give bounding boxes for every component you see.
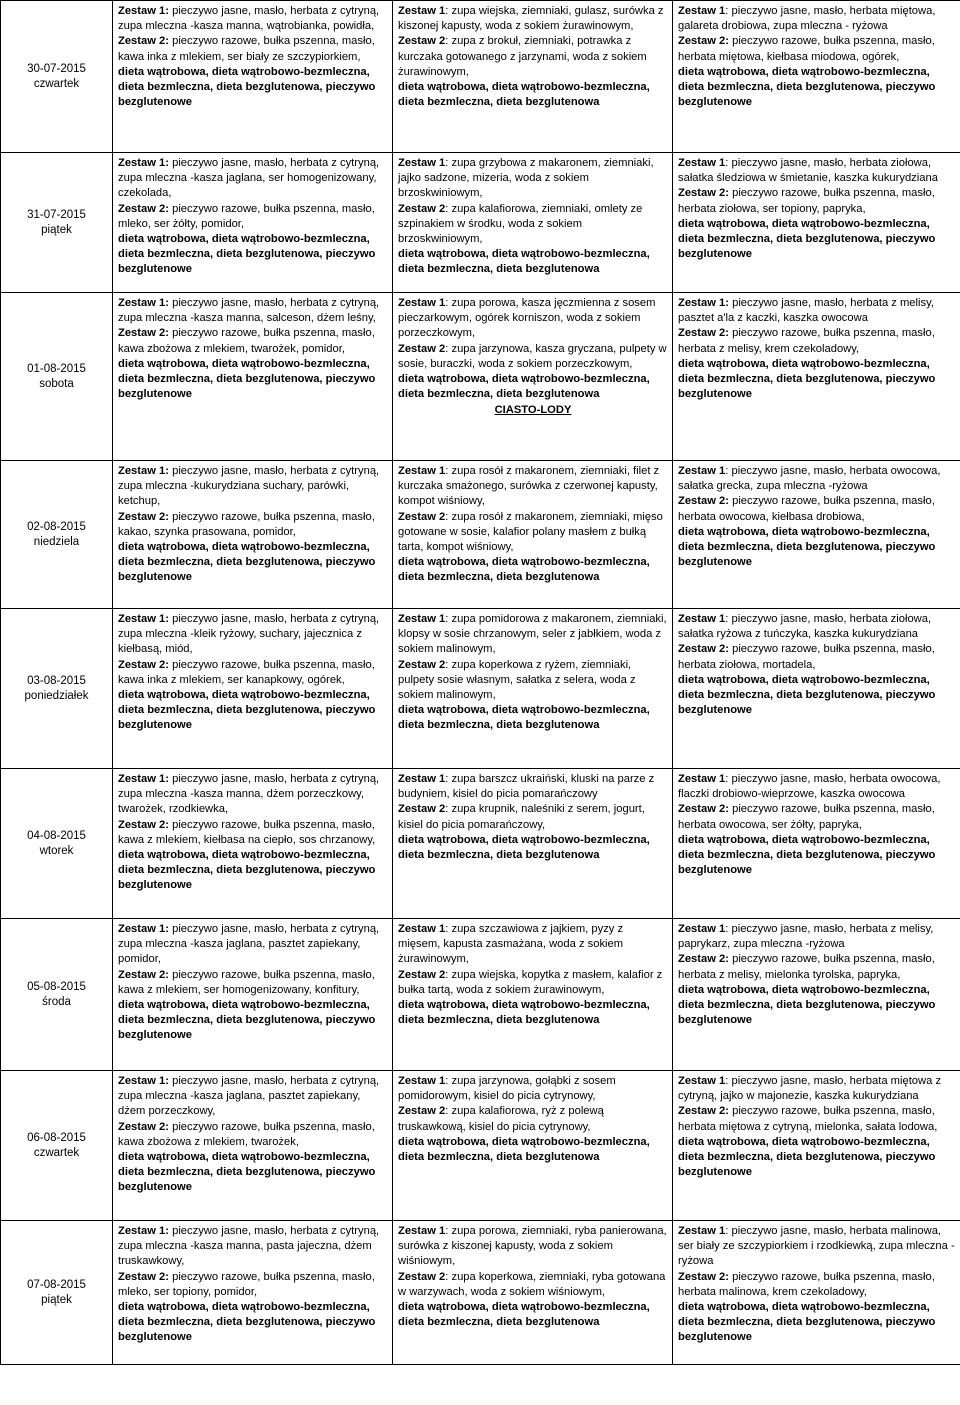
set-2-text: pieczywo razowe, bułka pszenna, masło, kakao, szynka prasowana, pomidor, <box>118 510 375 538</box>
lunch-cell <box>393 919 673 1071</box>
set-2-text: pieczywo razowe, bułka pszenna, masło, kawa z mlekiem, ser homogenizowany, konfitury, <box>118 968 375 996</box>
set-1-text: : pieczywo jasne, masło, herbata ziołowa, sałatka ryżowa z tuńczyka, kaszka kukurydziana <box>678 613 932 641</box>
set-2-text: pieczywo razowe, bułka pszenna, masło, kawa zbożowa z mlekiem, twarożek, pomidor, <box>118 327 375 355</box>
diet-text: dieta wątrobowa, dieta wątrobowo-bezmleczna, dieta bezmleczna, dieta bezglutenowa <box>398 833 650 862</box>
breakfast-cell <box>113 769 393 919</box>
set-1-text: : zupa porowa, kasza jęczmienna z sosem pieczarkowym, ogórek korniszon, woda z sokiem porzeczkowym, <box>398 297 656 340</box>
set-1-label: Zestaw 1 <box>398 923 446 935</box>
breakfast-cell <box>113 1221 393 1365</box>
set-1-label: Zestaw 1: <box>118 613 169 625</box>
lunch-cell <box>393 153 673 293</box>
set-1-text: : zupa szczawiowa z jajkiem, pyzy z mięsem, kapusta zasmażana, woda z sokiem żurawinowym, <box>398 923 624 966</box>
set-1-label: Zestaw 1 <box>678 157 726 169</box>
diet-text: dieta wątrobowa, dieta wątrobowo-bezmleczna, dieta bezmleczna, dieta bezglutenowa, pieczywo bezglutenowe <box>678 833 936 877</box>
set-1-label: Zestaw 1 <box>398 1075 446 1087</box>
set-1-label: Zestaw 1 <box>398 157 446 169</box>
set-2-text: pieczywo razowe, bułka pszenna, masło, mleko, ser topiony, pomidor, <box>118 1270 375 1298</box>
dinner-cell <box>673 293 960 461</box>
set-2-text: : zupa koperkowa, ziemniaki, ryba gotowana w warzywach, woda z sokiem wiśniowym, <box>398 1270 666 1298</box>
lunch-cell <box>393 293 673 461</box>
set-2-label: Zestaw 2: <box>678 495 729 508</box>
set-1-text: : pieczywo jasne, masło, herbata miętowa z cytryną, jajko w majonezie, kaszka kukurydziana <box>678 1075 942 1103</box>
date-text: 02-08-2015 <box>27 520 86 533</box>
date-text: 30-07-2015 <box>27 62 86 75</box>
set-2-text: : zupa wiejska, kopytka z masłem, kalafior z bułka tartą, woda z sokiem żurawinowym, <box>398 968 663 996</box>
diet-text: dieta wątrobowa, dieta wątrobowo-bezmleczna, dieta bezmleczna, dieta bezglutenowa, pieczywo bezglutenowe <box>678 217 936 261</box>
set-2-label: Zestaw 2: <box>118 35 169 48</box>
set-1-text: pieczywo jasne, masło, herbata z cytryną, zupa mleczna -kasza manna, salceson, dżem leśny, <box>118 297 380 325</box>
breakfast-cell <box>113 919 393 1071</box>
set-2-text: pieczywo razowe, bułka pszenna, masło, herbata z melisy, mielonka tyrolska, papryka, <box>678 953 935 981</box>
date-cell <box>1 461 113 609</box>
set-2-label: Zestaw 2: <box>678 35 729 48</box>
weekday-text: niedziela <box>33 535 80 548</box>
set-2-text: pieczywo razowe, bułka pszenna, masło, kawa inka z mlekiem, ser biały ze szczypiorkiem, <box>118 35 375 63</box>
date-cell <box>1 1 113 153</box>
date-text: 04-08-2015 <box>27 829 86 842</box>
dessert-text: CIASTO-LODY <box>494 404 572 417</box>
set-2-label: Zestaw 2 <box>398 510 446 523</box>
set-1-label: Zestaw 1 <box>678 923 726 935</box>
diet-text: dieta wątrobowa, dieta wątrobowo-bezmleczna, dieta bezmleczna, dieta bezglutenowa <box>398 81 650 109</box>
set-1-text: : pieczywo jasne, masło, herbata miętowa, galareta drobiowa, zupa mleczna - ryżowa <box>678 5 936 33</box>
set-1-text: pieczywo jasne, masło, herbata z cytryną, zupa mleczna -kukurydziana suchary, parówki, ketchup, <box>118 465 380 508</box>
set-2-label: Zestaw 2: <box>118 1120 169 1133</box>
diet-text: dieta wątrobowa, dieta wątrobowo-bezmleczna, dieta bezmleczna, dieta bezglutenowa <box>398 373 650 401</box>
menu-row <box>1 153 960 293</box>
diet-text: dieta wątrobowa, dieta wątrobowo-bezmleczna, dieta bezmleczna, dieta bezglutenowa, pieczywo bezglutenowe <box>678 357 936 401</box>
set-1-label: Zestaw 1 <box>398 613 446 625</box>
set-2-text: pieczywo razowe, bułka pszenna, masło, herbata owocowa, ser żółty, papryka, <box>678 803 935 831</box>
set-2-text: pieczywo razowe, bułka pszenna, masło, mleko, ser żółty, pomidor, <box>118 202 375 230</box>
diet-text: dieta wątrobowa, dieta wątrobowo-bezmleczna, dieta bezmleczna, dieta bezglutenowa <box>398 556 650 584</box>
set-2-text: pieczywo razowe, bułka pszenna, masło, herbata miętowa, kiełbasa miodowa, ogórek, <box>678 35 935 63</box>
set-2-text: : zupa koperkowa z ryżem, ziemniaki, pulpety sosie własnym, sałatka z selera, woda z sokiem malinowym, <box>398 658 636 702</box>
set-2-text: pieczywo razowe, bułka pszenna, masło, herbata malinowa, krem czekoladowy, <box>678 1270 935 1298</box>
lunch-cell <box>393 769 673 919</box>
lunch-cell <box>393 1 673 153</box>
date-text: 01-08-2015 <box>27 362 86 375</box>
set-1-label: Zestaw 1: <box>118 297 169 309</box>
set-2-text: : zupa kalafiorowa, ryż z polewą truskawkową, kisiel do picia cytrynowy, <box>398 1105 604 1133</box>
date-text: 06-08-2015 <box>27 1131 86 1144</box>
set-2-text: pieczywo razowe, bułka pszenna, masło, herbata miętowa z cytryną, mielonka, sałata lodowa, <box>678 1105 938 1133</box>
set-1-label: Zestaw 1 <box>678 1225 726 1237</box>
breakfast-cell <box>113 1071 393 1221</box>
weekday-text: czwartek <box>33 1146 80 1159</box>
lunch-cell <box>393 609 673 769</box>
set-1-text: : zupa jarzynowa, gołąbki z sosem pomidorowym, kisiel do picia cytrynowy, <box>398 1075 616 1103</box>
date-text: 07-08-2015 <box>27 1278 86 1291</box>
dinner-cell <box>673 1221 960 1365</box>
set-1-label: Zestaw 1: <box>118 5 169 17</box>
set-2-label: Zestaw 2 <box>398 1105 446 1118</box>
set-1-label: Zestaw 1 <box>398 5 446 17</box>
set-1-text: pieczywo jasne, masło, herbata z cytryną, zupa mleczna -kasza jaglana, pasztet zapiekany, dżem porzeczkowy, <box>118 1075 380 1118</box>
breakfast-cell <box>113 293 393 461</box>
lunch-cell <box>393 461 673 609</box>
set-1-text: : pieczywo jasne, masło, herbata z melisy, paprykarz, zupa mleczna -ryżowa <box>678 923 934 951</box>
weekday-text: sobota <box>39 377 74 390</box>
set-1-text: : pieczywo jasne, masło, herbata owocowa, flaczki drobiowo-wieprzowe, kaszka owocowa <box>678 773 941 801</box>
set-1-text: : zupa porowa, ziemniaki, ryba panierowana, surówka z kiszonej kapusty, woda z sokiem wiśniowym, <box>398 1225 667 1268</box>
weekday-text: czwartek <box>33 77 80 90</box>
set-2-label: Zestaw 2: <box>118 202 169 215</box>
diet-text: dieta wątrobowa, dieta wątrobowo-bezmleczna, dieta bezmleczna, dieta bezglutenowa, pieczywo bezglutenowe <box>678 983 936 1027</box>
set-2-text: pieczywo razowe, bułka pszenna, masło, kawa z mlekiem, kiełbasa na ciepło, sos chrzanowy, <box>118 818 376 846</box>
set-2-label: Zestaw 2: <box>678 1270 729 1283</box>
set-2-label: Zestaw 2 <box>398 35 446 48</box>
breakfast-cell <box>113 153 393 293</box>
set-1-text: : pieczywo jasne, masło, herbata ziołowa, sałatka śledziowa w śmietanie, kaszka kukurydziana <box>678 157 938 185</box>
set-2-label: Zestaw 2 <box>398 968 446 981</box>
set-2-label: Zestaw 2: <box>118 1270 169 1283</box>
set-1-label: Zestaw 1: <box>118 1225 169 1237</box>
diet-text: dieta wątrobowa, dieta wątrobowo-bezmleczna, dieta bezmleczna, dieta bezglutenowa, pieczywo bezglutenowe <box>678 65 936 109</box>
dinner-cell <box>673 1 960 153</box>
diet-text: dieta wątrobowa, dieta wątrobowo-bezmleczna, dieta bezmleczna, dieta bezglutenowa, pieczywo bezglutenowe <box>118 1301 376 1344</box>
breakfast-cell <box>113 609 393 769</box>
weekday-text: poniedziałek <box>24 689 89 702</box>
menu-row <box>1 609 960 769</box>
set-2-label: Zestaw 2: <box>118 658 169 671</box>
date-cell <box>1 609 113 769</box>
menu-row <box>1 1071 960 1221</box>
date-cell <box>1 153 113 293</box>
diet-text: dieta wątrobowa, dieta wątrobowo-bezmleczna, dieta bezmleczna, dieta bezglutenowa, pieczywo bezglutenowe <box>118 689 376 732</box>
diet-text: dieta wątrobowa, dieta wątrobowo-bezmleczna, dieta bezmleczna, dieta bezglutenowa, pieczywo bezglutenowe <box>118 233 376 276</box>
set-2-label: Zestaw 2: <box>678 187 729 200</box>
set-1-text: : zupa pomidorowa z makaronem, ziemniaki, klopsy w sosie chrzanowym, seler z jabłkiem, woda z sokiem malinowym, <box>398 613 667 656</box>
diet-text: dieta wątrobowa, dieta wątrobowo-bezmleczna, dieta bezmleczna, dieta bezglutenowa, pieczywo bezglutenowe <box>118 849 376 892</box>
diet-text: dieta wątrobowa, dieta wątrobowo-bezmleczna, dieta bezmleczna, dieta bezglutenowa, pieczywo bezglutenowe <box>118 999 376 1042</box>
menu-row <box>1 919 960 1071</box>
set-2-text: pieczywo razowe, bułka pszenna, masło, herbata owocowa, kiełbasa drobiowa, <box>678 495 935 523</box>
set-2-label: Zestaw 2: <box>118 818 169 831</box>
set-1-label: Zestaw 1: <box>678 297 729 309</box>
set-1-label: Zestaw 1 <box>398 465 446 477</box>
set-2-label: Zestaw 2: <box>118 510 169 523</box>
set-1-label: Zestaw 1 <box>678 613 726 625</box>
set-2-label: Zestaw 2 <box>398 342 446 355</box>
date-cell <box>1 293 113 461</box>
set-2-text: : zupa kalafiorowa, ziemniaki, omlety ze szpinakiem w środku, woda z sokiem brzoskwiniowym, <box>398 202 643 246</box>
diet-text: dieta wątrobowa, dieta wątrobowo-bezmleczna, dieta bezmleczna, dieta bezglutenowa <box>398 1301 650 1329</box>
diet-text: dieta wątrobowa, dieta wątrobowo-bezmleczna, dieta bezmleczna, dieta bezglutenowa, pieczywo bezglutenowe <box>118 65 376 109</box>
set-2-label: Zestaw 2 <box>398 803 446 816</box>
set-1-label: Zestaw 1: <box>118 1075 169 1087</box>
date-cell <box>1 1221 113 1365</box>
diet-text: dieta wątrobowa, dieta wątrobowo-bezmleczna, dieta bezmleczna, dieta bezglutenowa, pieczywo bezglutenowe <box>118 541 376 584</box>
set-1-text: pieczywo jasne, masło, herbata z cytryną, zupa mleczna -kasza manna, wątrobianka, powidła, <box>118 5 380 33</box>
date-text: 03-08-2015 <box>27 674 86 687</box>
set-1-label: Zestaw 1: <box>118 923 169 935</box>
set-2-label: Zestaw 2: <box>118 968 169 981</box>
set-1-text: : zupa wiejska, ziemniaki, gulasz, surówka z kiszonej kapusty, woda z sokiem żurawinowym, <box>398 5 664 33</box>
breakfast-cell <box>113 1 393 153</box>
set-1-label: Zestaw 1: <box>118 157 169 169</box>
menu-row <box>1 293 960 461</box>
set-1-label: Zestaw 1 <box>398 297 446 309</box>
dinner-cell <box>673 1071 960 1221</box>
date-text: 05-08-2015 <box>27 980 86 993</box>
menu-body <box>1 1 960 1365</box>
set-1-text: pieczywo jasne, masło, herbata z cytryną, zupa mleczna -kasza jaglana, ser homogenizowany, czekolada, <box>118 157 380 200</box>
set-2-text: pieczywo razowe, bułka pszenna, masło, kawa inka z mlekiem, ser kanapkowy, ogórek, <box>118 658 375 686</box>
set-1-text: : zupa rosół z makaronem, ziemniaki, filet z kurczaka smażonego, surówka z czerwonej kapusty, kompot wiśniowy, <box>398 465 660 508</box>
diet-text: dieta wątrobowa, dieta wątrobowo-bezmleczna, dieta bezmleczna, dieta bezglutenowa, pieczywo bezglutenowe <box>678 1301 936 1344</box>
set-1-text: : pieczywo jasne, masło, herbata malinowa, ser biały ze szczypiorkiem i rzodkiewką, zupa mleczna -ryżowa <box>678 1225 955 1268</box>
set-2-label: Zestaw 2: <box>678 643 729 656</box>
diet-text: dieta wątrobowa, dieta wątrobowo-bezmleczna, dieta bezmleczna, dieta bezglutenowa, pieczywo bezglutenowe <box>678 673 936 717</box>
diet-text: dieta wątrobowa, dieta wątrobowo-bezmleczna, dieta bezmleczna, dieta bezglutenowa <box>398 999 650 1027</box>
set-1-text: : zupa grzybowa z makaronem, ziemniaki, jajko sadzone, mizeria, woda z sokiem brzoskwiniowym, <box>398 157 654 200</box>
set-1-label: Zestaw 1: <box>118 465 169 477</box>
set-1-label: Zestaw 1 <box>678 1075 726 1087</box>
dinner-cell <box>673 461 960 609</box>
diet-text: dieta wątrobowa, dieta wątrobowo-bezmleczna, dieta bezmleczna, dieta bezglutenowa, pieczywo bezglutenowe <box>118 357 376 401</box>
date-cell <box>1 1071 113 1221</box>
set-2-text: pieczywo razowe, bułka pszenna, masło, herbata z melisy, krem czekoladowy, <box>678 327 935 355</box>
menu-row <box>1 461 960 609</box>
set-2-label: Zestaw 2: <box>678 803 729 816</box>
diet-text: dieta wątrobowa, dieta wątrobowo-bezmleczna, dieta bezmleczna, dieta bezglutenowa <box>398 248 650 276</box>
lunch-cell <box>393 1071 673 1221</box>
set-2-label: Zestaw 2 <box>398 1270 446 1283</box>
set-2-text: : zupa z brokuł, ziemniaki, potrawka z kurczaka gotowanego z jarzynami, woda z sokiem żurawinowym, <box>398 35 647 78</box>
weekday-text: wtorek <box>39 844 74 857</box>
diet-text: dieta wątrobowa, dieta wątrobowo-bezmleczna, dieta bezmleczna, dieta bezglutenowa, pieczywo bezglutenowe <box>678 525 936 569</box>
diet-text: dieta wątrobowa, dieta wątrobowo-bezmleczna, dieta bezmleczna, dieta bezglutenowa <box>398 1135 650 1164</box>
set-2-label: Zestaw 2 <box>398 658 446 671</box>
dinner-cell <box>673 609 960 769</box>
set-1-text: pieczywo jasne, masło, herbata z cytryną, zupa mleczna -kasza jaglana, pasztet zapiekany, pomidor, <box>118 923 380 966</box>
set-1-label: Zestaw 1: <box>118 773 169 785</box>
set-1-text: pieczywo jasne, masło, herbata z cytryną, zupa mleczna -kasza manna, dżem porzeczkowy, twarożek, rzodkiewka, <box>118 773 380 816</box>
date-text: 31-07-2015 <box>27 208 86 221</box>
set-2-text: pieczywo razowe, bułka pszenna, masło, herbata ziołowa, ser topiony, papryka, <box>678 187 935 215</box>
menu-row <box>1 769 960 919</box>
set-1-text: : pieczywo jasne, masło, herbata owocowa, sałatka grecka, zupa mleczna -ryżowa <box>678 465 941 493</box>
breakfast-cell <box>113 461 393 609</box>
diet-text: dieta wątrobowa, dieta wątrobowo-bezmleczna, dieta bezmleczna, dieta bezglutenowa, pieczywo bezglutenowe <box>678 1135 936 1179</box>
set-1-text: pieczywo jasne, masło, herbata z melisy, pasztet a'la z kaczki, kaszka owocowa <box>678 297 934 325</box>
set-2-text: pieczywo razowe, bułka pszenna, masło, herbata ziołowa, mortadela, <box>678 643 935 671</box>
set-2-label: Zestaw 2: <box>678 327 729 340</box>
date-cell <box>1 769 113 919</box>
set-1-label: Zestaw 1 <box>678 5 726 17</box>
set-1-text: : zupa barszcz ukraiński, kluski na parze z budyniem, kisiel do picia pomarańczowy <box>398 773 655 801</box>
menu-row <box>1 1221 960 1365</box>
set-2-text: : zupa jarzynowa, kasza gryczana, pulpety w sosie, buraczki, woda z sokiem porzeczkowym, <box>398 342 667 370</box>
dinner-cell <box>673 769 960 919</box>
set-1-label: Zestaw 1 <box>678 773 726 785</box>
set-1-text: pieczywo jasne, masło, herbata z cytryną, zupa mleczna -kleik ryżowy, suchary, jajecznica z kiełbasą, miód, <box>118 613 380 656</box>
set-2-text: : zupa krupnik, naleśniki z serem, jogurt, kisiel do picia pomarańczowy, <box>398 803 645 831</box>
set-1-text: pieczywo jasne, masło, herbata z cytryną, zupa mleczna -kasza manna, pasta jajeczna, dżem truskawkowy, <box>118 1225 380 1268</box>
set-2-text: pieczywo razowe, bułka pszenna, masło, kawa zbożowa z mlekiem, twarożek, <box>118 1120 375 1148</box>
lunch-cell <box>393 1221 673 1365</box>
diet-text: dieta wątrobowa, dieta wątrobowo-bezmleczna, dieta bezmleczna, dieta bezglutenowa <box>398 704 650 732</box>
diet-text: dieta wątrobowa, dieta wątrobowo-bezmleczna, dieta bezmleczna, dieta bezglutenowa, pieczywo bezglutenowe <box>118 1151 376 1194</box>
weekday-text: piątek <box>41 1293 72 1306</box>
weekday-text: piątek <box>41 223 72 236</box>
set-2-label: Zestaw 2 <box>398 202 446 215</box>
set-1-label: Zestaw 1 <box>398 1225 446 1237</box>
set-1-label: Zestaw 1 <box>678 465 726 477</box>
set-2-label: Zestaw 2: <box>118 327 169 340</box>
date-cell <box>1 919 113 1071</box>
set-2-label: Zestaw 2: <box>678 953 729 966</box>
dinner-cell <box>673 153 960 293</box>
set-2-label: Zestaw 2: <box>678 1105 729 1118</box>
weekday-text: środa <box>42 995 71 1008</box>
set-1-label: Zestaw 1 <box>398 773 446 785</box>
dinner-cell <box>673 919 960 1071</box>
set-2-text: : zupa rosół z makaronem, ziemniaki, mięso gotowane w sosie, kalafior polany masłem z bułką tarta, kompot wiśniowy, <box>398 510 663 554</box>
menu-row <box>1 1 960 153</box>
